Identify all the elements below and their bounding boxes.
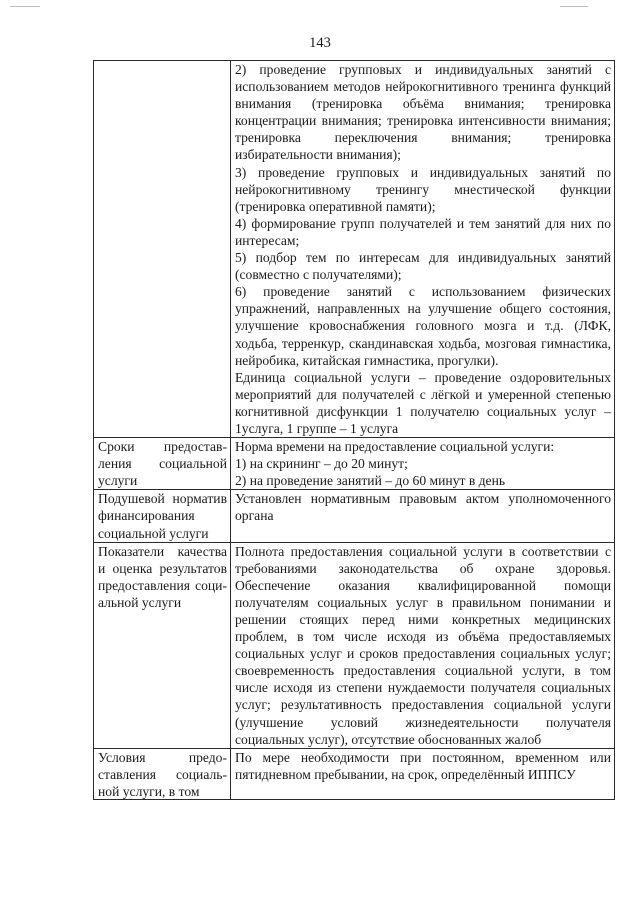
row-content-cell [231,748,615,799]
row-label: Условия предоставления социальной услуги, в том [98,749,227,799]
paragraph: 6) проведение занятий с использованием физических упражнений, направленных на улучшение общего состояния, улучшение кровоснабжения головного мозга и т.д. (ЛФК, ходьба, терренкур, скандинавская ходьба, мозговая гимнастика, нейробика, китайская гимнастика, прогулки). [235,284,611,368]
paragraph: Полнота предоставления социальной услуги в соответствии с требованиями законодательства об охране здоровья. Обеспечение оказания квалифицированной помощи получателям социальных услуг в правильном понимании и решении стоящих перед ними конкретных медицинских проблем, в том числе исходя из объёма предоставляемых социальных услуг и сроков предоставления социальных услуг; своевременность предоставления социальной услуги, в том числе исходя из степени нуждаемости получателя социальных услуг; результативность предоставления социальной услуги (улучшение условий жизнедеятельности получателя социальных услуг), отсутствие обоснованных жалоб [235,543,611,747]
row-label-cell [94,438,231,490]
row-label-cell [94,490,231,542]
row-content-cell [231,61,615,438]
page-number: 143 [309,35,331,51]
paragraph: 4) формирование групп получателей и тем занятий для них по интересам; [235,215,611,248]
row-label-cell [94,748,231,799]
table-row [94,542,615,748]
row-label-cell [94,542,231,748]
paragraph: Норма времени на предоставление социальной услуги: [235,439,555,455]
row-label: Показатели качества и оценка результатов предоставления социальной услуги [98,543,227,610]
paragraph: Установлен нормативным правовым актом уполномоченного органа [235,491,611,524]
paragraph: 5) подбор тем по интересам для индивидуальных занятий (совместно с получателями); [235,250,611,283]
table-row [94,490,615,542]
paragraph: 2) на проведение занятий – до 60 минут в день [235,473,506,489]
row-label-cell [94,61,231,438]
scan-mark-left [10,6,40,7]
cell-clip [98,749,227,799]
row-content-cell [231,542,615,748]
row-label: Сроки предоставления социальной услуги [98,439,227,489]
paragraph: Единица социальной услуги – проведение оздоровительных мероприятий для получателей с лёгкой и умеренной степенью когнитивной дисфункции 1 получателю социальных услуг – 1услуга, 1 группе – 1 услуга [235,369,611,436]
table-row [94,438,615,490]
paragraph: 3) проведение групповых и индивидуальных занятий по нейрокогнитивному тренингу мнестической функции (тренировка оперативной памяти); [235,164,611,214]
row-content-cell [231,438,615,490]
table-row [94,748,615,799]
paragraph: По мере необходимости при постоянном, временном или пятидневном пребывании, на срок, определённый ИППСУ [235,749,611,782]
table-row [94,61,615,438]
scan-mark-right [560,6,588,7]
row-label: Подушевой норматив финансирования социальной услуги [98,491,227,541]
paragraph: 2) проведение групповых и индивидуальных занятий с использованием методов нейрокогнитивного тренинга функций внимания (тренировка объёма внимания; тренировка концентрации внимания; тренировка интенсивности внимания; тренировка переключения внимания; тренировка избирательности внимания); [235,62,611,163]
paragraph: 1) на скрининг – до 20 минут; [235,456,408,472]
row-content-cell [231,490,615,542]
cell-clip [235,749,611,799]
services-table [93,60,615,800]
